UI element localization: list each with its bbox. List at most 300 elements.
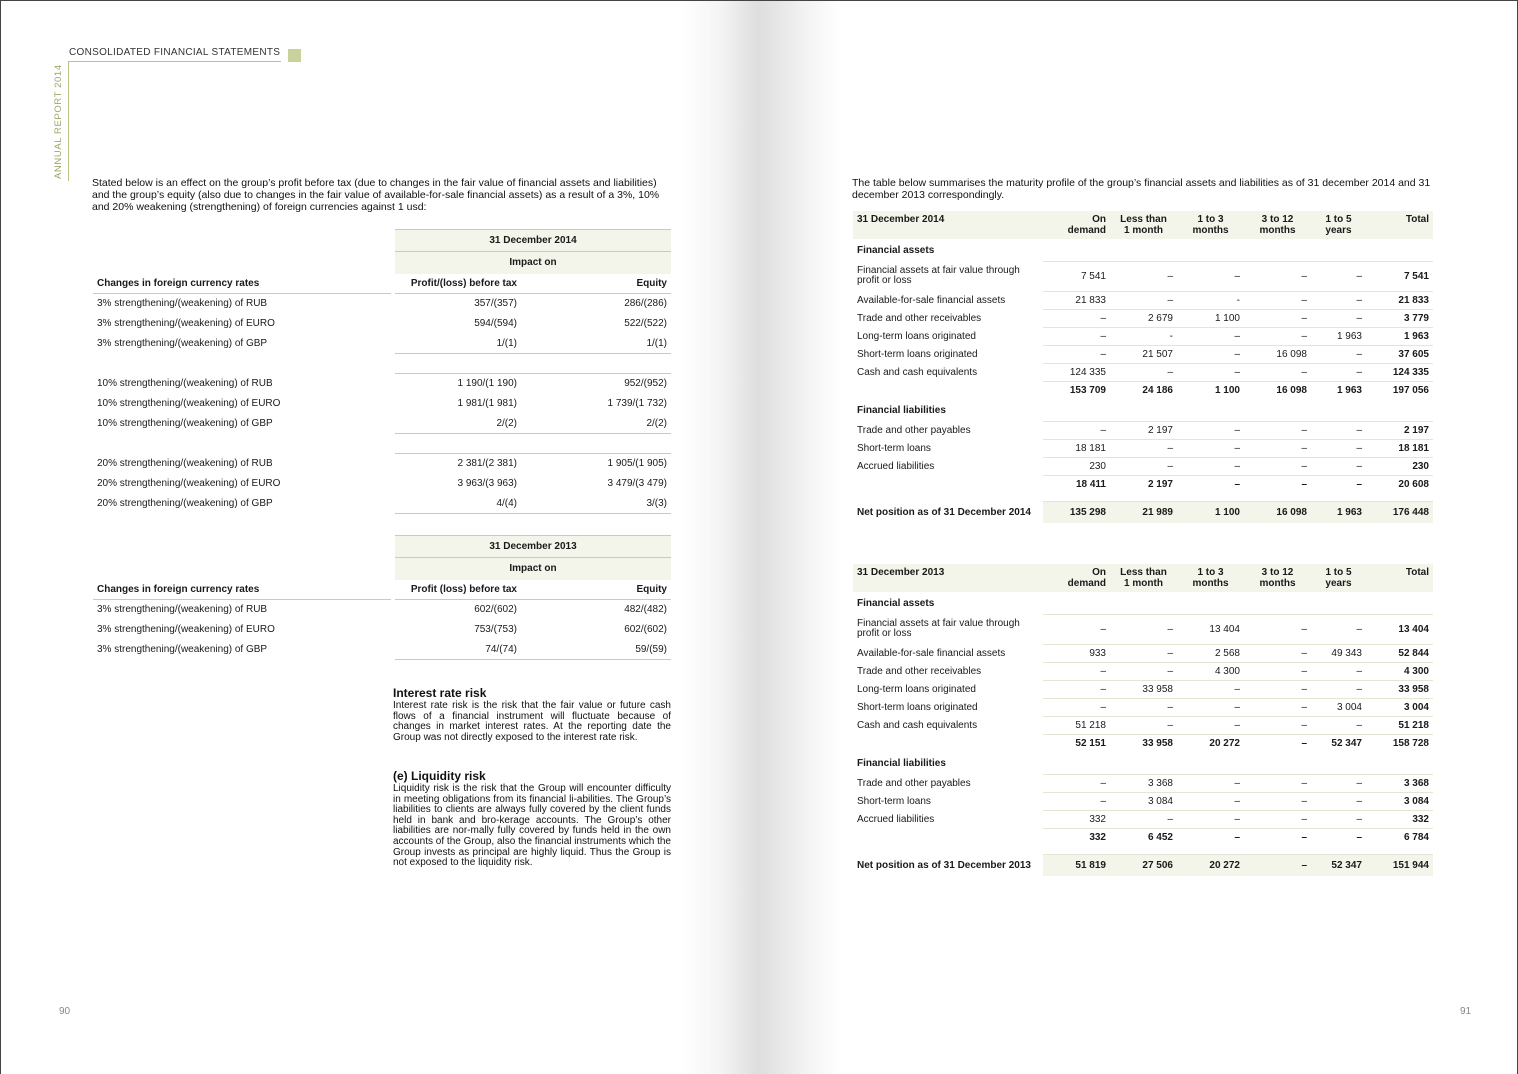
table-impact-header: Impact on: [395, 558, 671, 580]
total-value: 37 605: [1366, 345, 1433, 363]
column-header-profit: Profit/(loss) before tax: [395, 274, 521, 294]
empty-cell: [1043, 592, 1110, 614]
interest-rate-risk-section: [393, 687, 671, 743]
total-value: 197 056: [1366, 381, 1433, 399]
equity-value: 3/(3): [521, 494, 671, 514]
table-impact-header: Impact on: [395, 252, 671, 274]
value-cell: –: [1311, 810, 1366, 828]
value-cell: –: [1177, 261, 1244, 291]
value-cell: –: [1311, 291, 1366, 309]
interest-rate-risk-title: Interest rate risk: [393, 686, 487, 700]
value-cell: –: [1177, 327, 1244, 345]
table-row: [853, 309, 1433, 327]
value-cell: 18 411: [1043, 475, 1110, 493]
row-label: 3% strengthening/(weakening) of RUB: [97, 298, 268, 310]
value-cell: 49 343: [1311, 644, 1366, 662]
total-value: 230: [1366, 457, 1433, 475]
table-row: [853, 698, 1433, 716]
value-cell: 52 151: [1043, 734, 1110, 752]
profit-loss-value: 753/(753): [474, 624, 517, 635]
table-row: [853, 828, 1433, 846]
empty-cell: [1043, 752, 1110, 774]
total-value: 151 944: [1366, 854, 1433, 876]
liquidity-risk-title: (e) Liquidity risk: [393, 769, 486, 783]
table-row: [853, 792, 1433, 810]
maturity-intro-paragraph: The table below summarises the maturity profile of the group’s financial assets and liabilities as of 31 december 2014 and 31 december 2013 correspondingly.: [852, 177, 1431, 201]
value-cell: 2 197: [1110, 421, 1177, 439]
empty-cell: [1244, 592, 1311, 614]
column-header: [1311, 211, 1366, 239]
empty-cell: [1366, 239, 1433, 261]
profit-loss-value: 602/(602): [474, 604, 517, 616]
table-row: [853, 327, 1433, 345]
total-value: 3 004: [1366, 698, 1433, 716]
row-label: 20% strengthening/(weakening) of GBP: [97, 498, 273, 509]
empty-cell: [1311, 239, 1366, 261]
column-header-line: Less than: [1120, 567, 1167, 578]
value-cell: –: [1110, 439, 1177, 457]
column-header: [1177, 564, 1244, 592]
table-row: [853, 381, 1433, 399]
value-cell: –: [1311, 680, 1366, 698]
value-cell: –: [1043, 327, 1110, 345]
value-cell: –: [1244, 644, 1311, 662]
profit-loss-value: 1/(1): [395, 334, 521, 354]
value-cell: 332: [1043, 828, 1110, 846]
value-cell: -: [1177, 291, 1244, 309]
column-header-line: Less than: [1120, 214, 1167, 225]
row-label: [853, 475, 1043, 493]
value-cell: –: [1244, 475, 1311, 493]
column-header: [1244, 211, 1311, 239]
empty-cell: [1110, 399, 1177, 421]
row-label: [853, 381, 1043, 399]
maturity-table-2013: [853, 564, 1433, 876]
value-cell: –: [1043, 774, 1110, 792]
empty-cell: [1110, 592, 1177, 614]
value-cell: 1 100: [1177, 381, 1244, 399]
value-cell: –: [1244, 680, 1311, 698]
empty-cell: [1311, 399, 1366, 421]
value-cell: 33 958: [1110, 734, 1177, 752]
value-cell: –: [1177, 421, 1244, 439]
value-cell: –: [1244, 614, 1311, 644]
value-cell: 51 819: [1043, 854, 1110, 876]
value-cell: –: [1043, 792, 1110, 810]
profit-loss-value: 1 981/(1 981): [457, 398, 517, 409]
value-cell: –: [1244, 698, 1311, 716]
table-row: [93, 454, 671, 474]
value-cell: –: [1043, 309, 1110, 327]
liquidity-risk-body: Liquidity risk is the risk that the Group will encounter difficulty in meeting obligations from its financial li-abilities. The Group’s liabilities to clients are always fully covered by the client funds held in bank and bro-kerage accounts. The Group’s other liabilities are nor-mally fully covered by funds held in the own accounts of the Group, also the financial instruments which the Group invests as principal are highly liquid. Thus the Group is not exposed to the liquidity risk.: [393, 783, 671, 869]
total-value: 13 404: [1366, 614, 1433, 644]
value-cell: –: [1110, 363, 1177, 381]
value-cell: 27 506: [1110, 854, 1177, 876]
value-cell: –: [1177, 828, 1244, 846]
empty-cell: [1177, 399, 1244, 421]
total-value: 51 218: [1366, 716, 1433, 734]
equity-value: 59/(59): [521, 640, 671, 660]
value-cell: –: [1244, 327, 1311, 345]
empty-cell: [1244, 239, 1311, 261]
value-cell: –: [1244, 774, 1311, 792]
profit-loss-value: 2/(2): [395, 414, 521, 434]
value-cell: –: [1311, 439, 1366, 457]
column-header-line: months: [1192, 578, 1229, 589]
row-label: Cash and cash equivalents: [857, 719, 978, 731]
value-cell: –: [1177, 716, 1244, 734]
table-period: 31 December 2014: [395, 230, 671, 252]
column-header-line: 1 to 5: [1325, 567, 1352, 578]
row-label: 3% strengthening/(weakening) of GBP: [97, 338, 268, 349]
table-period: 31 December 2013: [395, 536, 671, 558]
column-header: [1311, 564, 1366, 592]
value-cell: 16 098: [1244, 381, 1311, 399]
value-cell: 1 100: [1177, 309, 1244, 327]
value-cell: –: [1311, 774, 1366, 792]
empty-cell: [1110, 752, 1177, 774]
equity-value: 602/(602): [624, 624, 667, 635]
table-row: [853, 475, 1433, 493]
table-row: [853, 501, 1433, 523]
table-row: [853, 439, 1433, 457]
column-header-equity: Equity: [521, 580, 671, 600]
value-cell: –: [1110, 662, 1177, 680]
equity-value: 286/(286): [624, 298, 667, 310]
value-cell: –: [1311, 716, 1366, 734]
total-value: 2 197: [1366, 421, 1433, 439]
value-cell: –: [1043, 345, 1110, 363]
value-cell: 6 452: [1110, 828, 1177, 846]
value-cell: –: [1110, 716, 1177, 734]
table-header-row: [853, 564, 1433, 592]
column-header-label: Changes in foreign currency rates: [93, 274, 391, 294]
column-header-line: 1 to 3: [1197, 214, 1224, 225]
group-gap: [93, 354, 671, 374]
value-cell: –: [1244, 457, 1311, 475]
table-row: [853, 345, 1433, 363]
empty-cell: [1177, 752, 1244, 774]
value-cell: –: [1311, 792, 1366, 810]
row-label: Available-for-sale financial assets: [857, 294, 1006, 306]
column-header-line: demand: [1067, 578, 1106, 589]
value-cell: –: [1043, 614, 1110, 644]
column-header-line: months: [1259, 578, 1296, 589]
group-gap: [93, 434, 671, 454]
column-header-line: months: [1259, 225, 1296, 236]
empty-cell: [1244, 752, 1311, 774]
row-label: Short-term loans: [857, 442, 931, 454]
value-cell: –: [1110, 698, 1177, 716]
value-cell: –: [1311, 614, 1366, 644]
row-label: 3% strengthening/(weakening) of EURO: [97, 624, 275, 635]
table-row: [93, 620, 671, 640]
total-value: 21 833: [1366, 291, 1433, 309]
value-cell: 153 709: [1043, 381, 1110, 399]
profit-loss-value: 594/(594): [474, 318, 517, 329]
column-header-line: 1 to 3: [1197, 567, 1224, 578]
table-row: [93, 414, 671, 434]
profit-loss-value: 4/(4): [395, 494, 521, 514]
value-cell: –: [1110, 614, 1177, 644]
value-cell: –: [1311, 363, 1366, 381]
value-cell: –: [1244, 291, 1311, 309]
empty-cell: [1366, 592, 1433, 614]
table-row: [93, 294, 671, 314]
table-row: [853, 644, 1433, 662]
column-header: [1110, 211, 1177, 239]
value-cell: –: [1311, 828, 1366, 846]
value-cell: 21 989: [1110, 501, 1177, 523]
value-cell: –: [1244, 309, 1311, 327]
value-cell: –: [1244, 261, 1311, 291]
row-label: Available-for-sale financial assets: [857, 647, 1006, 659]
column-header-line: demand: [1067, 225, 1106, 236]
table-row: [93, 314, 671, 334]
value-cell: 230: [1043, 457, 1110, 475]
value-cell: 1 963: [1311, 327, 1366, 345]
fx-sensitivity-table-2014: [93, 229, 671, 514]
row-label: [853, 734, 1043, 752]
value-cell: –: [1311, 261, 1366, 291]
value-cell: 7 541: [1043, 261, 1110, 291]
row-label: Long-term loans originated: [857, 330, 976, 342]
total-value: 6 784: [1366, 828, 1433, 846]
value-cell: –: [1311, 309, 1366, 327]
table-row: [93, 374, 671, 394]
table-row: [93, 334, 671, 354]
value-cell: 332: [1043, 810, 1110, 828]
column-header-equity: Equity: [521, 274, 671, 294]
total-value: 4 300: [1366, 662, 1433, 680]
empty-cell: [1177, 592, 1244, 614]
page-number-left: 90: [59, 1006, 71, 1017]
value-cell: 2 679: [1110, 309, 1177, 327]
value-cell: –: [1244, 662, 1311, 680]
value-cell: –: [1043, 662, 1110, 680]
column-header-total: Total: [1366, 564, 1433, 592]
total-value: 52 844: [1366, 644, 1433, 662]
value-cell: –: [1177, 698, 1244, 716]
value-cell: –: [1043, 698, 1110, 716]
table-period: 31 December 2013: [853, 564, 1043, 592]
row-label: Short-term loans: [857, 795, 931, 807]
row-label: 3% strengthening/(weakening) of GBP: [97, 644, 268, 655]
value-cell: 124 335: [1043, 363, 1110, 381]
value-cell: 3 084: [1110, 792, 1177, 810]
row-label: Net position as of 31 December 2013: [857, 859, 1031, 871]
spacer-row: [853, 493, 1433, 501]
section-row: [853, 239, 1433, 261]
row-label: 20% strengthening/(weakening) of RUB: [97, 458, 273, 469]
value-cell: 16 098: [1244, 501, 1311, 523]
row-label: Accrued liabilities: [857, 813, 935, 825]
column-header-line: years: [1325, 225, 1352, 236]
column-header-profit: Profit (loss) before tax: [395, 580, 521, 600]
vertical-rule: [68, 61, 69, 181]
column-header-total: Total: [1366, 211, 1433, 239]
value-cell: 21 833: [1043, 291, 1110, 309]
column-header-label: Changes in foreign currency rates: [93, 580, 391, 600]
equity-value: 522/(522): [624, 318, 667, 329]
value-cell: –: [1244, 734, 1311, 752]
total-value: 33 958: [1366, 680, 1433, 698]
row-label: Trade and other receivables: [857, 665, 982, 677]
table-row: [93, 640, 671, 660]
column-header-line: On: [1092, 567, 1106, 578]
value-cell: –: [1311, 475, 1366, 493]
value-cell: 33 958: [1110, 680, 1177, 698]
total-value: 3 368: [1366, 774, 1433, 792]
value-cell: –: [1110, 291, 1177, 309]
value-cell: –: [1244, 854, 1311, 876]
value-cell: 1 963: [1311, 381, 1366, 399]
table-row: [853, 716, 1433, 734]
column-header: [1244, 564, 1311, 592]
column-header-line: 1 to 5: [1325, 214, 1352, 225]
section-rule: [69, 61, 281, 62]
section-label: Financial liabilities: [857, 404, 946, 416]
empty-cell: [1244, 399, 1311, 421]
value-cell: 3 004: [1311, 698, 1366, 716]
section-label: Financial liabilities: [857, 757, 946, 769]
value-cell: 1 963: [1311, 501, 1366, 523]
equity-value: 952/(952): [521, 374, 671, 394]
value-cell: –: [1244, 363, 1311, 381]
row-label: Trade and other payables: [857, 777, 971, 789]
value-cell: –: [1311, 662, 1366, 680]
value-cell: 18 181: [1043, 439, 1110, 457]
equity-value: 1 905/(1 905): [521, 454, 671, 474]
value-cell: 13 404: [1177, 614, 1244, 644]
row-label: Cash and cash equivalents: [857, 366, 978, 378]
column-header: [1043, 211, 1110, 239]
value-cell: –: [1177, 345, 1244, 363]
value-cell: –: [1244, 439, 1311, 457]
value-cell: –: [1177, 810, 1244, 828]
section-label: Financial assets: [857, 244, 935, 256]
column-header: [1110, 564, 1177, 592]
equity-value: 2/(2): [521, 414, 671, 434]
total-value: 332: [1366, 810, 1433, 828]
table-row: [853, 614, 1433, 644]
total-value: 3 084: [1366, 792, 1433, 810]
total-value: 1 963: [1366, 327, 1433, 345]
value-cell: –: [1244, 421, 1311, 439]
empty-cell: [1043, 239, 1110, 261]
table-row: [93, 394, 671, 414]
column-header-line: 3 to 12: [1261, 567, 1294, 578]
value-cell: –: [1043, 421, 1110, 439]
value-cell: 21 507: [1110, 345, 1177, 363]
section-label: Financial assets: [857, 597, 935, 609]
empty-cell: [1043, 399, 1110, 421]
total-value: 18 181: [1366, 439, 1433, 457]
row-label: 3% strengthening/(weakening) of RUB: [97, 604, 268, 616]
empty-cell: [1110, 239, 1177, 261]
column-header: [1177, 211, 1244, 239]
table-row: [853, 810, 1433, 828]
value-cell: 2 568: [1177, 644, 1244, 662]
table-row: [853, 457, 1433, 475]
value-cell: –: [1311, 457, 1366, 475]
table-row: [853, 363, 1433, 381]
value-cell: 51 218: [1043, 716, 1110, 734]
empty-cell: [1177, 239, 1244, 261]
equity-value: 1/(1): [521, 334, 671, 354]
value-cell: –: [1110, 644, 1177, 662]
row-label: 10% strengthening/(weakening) of GBP: [97, 418, 273, 429]
page-number-right: 91: [1460, 1006, 1472, 1017]
empty-cell: [1311, 752, 1366, 774]
profit-loss-value: 2 381/(2 381): [395, 454, 521, 474]
running-head: ANNUAL REPORT 2014: [53, 64, 64, 179]
value-cell: –: [1244, 792, 1311, 810]
value-cell: –: [1177, 475, 1244, 493]
total-value: 3 779: [1366, 309, 1433, 327]
table-row: [853, 421, 1433, 439]
fx-intro-paragraph: Stated below is an effect on the group’s profit before tax (due to changes in the fair value of financial assets and liabilities) and the group’s equity (also due to changes in the fair value of available-for-sale financial assets) as a result of a 3%, 10% and 20% weakening (strengthening) of foreign currencies against 1 usd:: [92, 177, 660, 213]
value-cell: –: [1110, 457, 1177, 475]
section-row: [853, 752, 1433, 774]
section-row: [853, 399, 1433, 421]
column-header-line: 3 to 12: [1261, 214, 1294, 225]
value-cell: –: [1244, 810, 1311, 828]
row-label: Financial assets at fair value through profit or loss: [857, 265, 1020, 286]
table-row: [93, 600, 671, 620]
table-header-row: [853, 211, 1433, 239]
table-row: [853, 291, 1433, 309]
column-header-line: 1 month: [1124, 225, 1163, 236]
value-cell: 52 347: [1311, 854, 1366, 876]
table-row: [93, 474, 671, 494]
fx-sensitivity-table-2013: [93, 535, 671, 660]
row-label: 10% strengthening/(weakening) of EURO: [97, 398, 281, 409]
liquidity-risk-section: [393, 770, 671, 869]
profit-loss-value: 3 963/(3 963): [457, 478, 517, 489]
row-label: Accrued liabilities: [857, 460, 935, 472]
spacer-row: [853, 846, 1433, 854]
total-value: 158 728: [1366, 734, 1433, 752]
maturity-table-2014: [853, 211, 1433, 523]
row-label: Trade and other payables: [857, 424, 971, 436]
section-row: [853, 592, 1433, 614]
table-row: [853, 734, 1433, 752]
column-header: [1043, 564, 1110, 592]
value-cell: –: [1177, 774, 1244, 792]
value-cell: –: [1244, 828, 1311, 846]
value-cell: 20 272: [1177, 734, 1244, 752]
row-label: 10% strengthening/(weakening) of RUB: [97, 378, 273, 389]
value-cell: 2 197: [1110, 475, 1177, 493]
value-cell: 1 100: [1177, 501, 1244, 523]
table-row: [853, 261, 1433, 291]
profit-loss-value: 357/(357): [474, 298, 517, 310]
column-header-line: On: [1092, 214, 1106, 225]
book-gutter: [681, 1, 841, 1074]
table-row: [853, 662, 1433, 680]
value-cell: –: [1177, 457, 1244, 475]
value-cell: –: [1311, 345, 1366, 363]
table-row: [853, 854, 1433, 876]
row-label: Net position as of 31 December 2014: [857, 506, 1031, 518]
column-header-line: 1 month: [1124, 578, 1163, 589]
equity-value: 1 739/(1 732): [607, 398, 667, 409]
interest-rate-risk-body: Interest rate risk is the risk that the fair value or future cash flows of a financial instrument will fluctuate because of changes in market interest rates. At the reporting date the Group was not directly exposed to the interest rate risk.: [393, 700, 671, 743]
total-value: 7 541: [1366, 261, 1433, 291]
empty-cell: [1311, 592, 1366, 614]
table-row: [93, 494, 671, 514]
